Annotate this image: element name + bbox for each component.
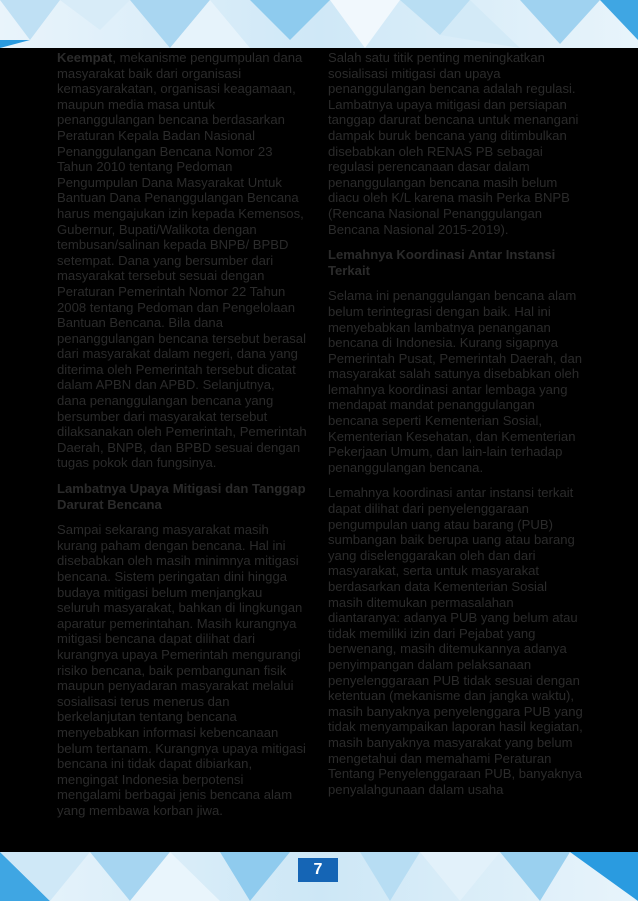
left-column <box>57 50 307 829</box>
paragraph-pub: Lemahnya koordinasi antar instansi terkait dapat dilihat dari penyelenggaraan pengumpulan uang atau barang (PUB) sumbangan baik berupa uang atau barang yang diselenggarakan oleh dan dari masyarakat, serta untuk masyarakat berdasarkan data Kementerian Sosial masih ditemukan permasalahan diantaranya: adanya PUB yang belum atau tidak memiliki izin dari Pejabat yang berwenang, masih ditemukannya adanya penyimpangan dalam pelaksanaan penyelenggaraan PUB tidak sesuai dengan ketentuan (mekanisme dan jangka waktu), masih banyaknya penyelenggara PUB yang tidak menyampaikan laporan hasil kegiatan, masih banyaknya masyarakat yang belum mengetahui dan memahami Peraturan Tentang Penyelenggaraan PUB, banyaknya penyalahgunaan dalam usaha <box>328 485 583 797</box>
top-triangle-pattern <box>0 0 638 48</box>
paragraph-regulasi: Salah satu titik penting meningkatkan sosialisasi mitigasi dan upaya penanggulangan bencana adalah regulasi. Lambatnya upaya mitigasi dan persiapan tanggap darurat bencana untuk menangani dampak buruk bencana yang ditimbulkan disebabkan oleh RENAS PB sebagai regulasi perencanaan dasar dalam penanggulangan bencana masih belum diacu oleh K/L karena masih Perka BNPB (Rencana Nasional Penanggulangan Bencana Nasional 2015-2019). <box>328 50 579 237</box>
paragraph-keempat <box>57 50 307 471</box>
paragraph-text: , mekanisme pengumpulan dana masyarakat baik dari organisasi kemasyarakatan, organisasi keagamaan, maupun media masa untuk penanggulangan bencana berdasarkan Peraturan Kepala Badan Nasional Penanggulangan Bencana Nomor 23 Tahun 2010 tentang Pedoman Pengumpulan Dana Masyarakat Untuk Bantuan Dana Penanggulangan Bencana harus mengajukan izin kepada Kemensos, Gubernur, Bupati/Walikota dengan tembusan/salinan kepada BNPB/ BPBD setempat. Dana yang bersumber dari masyarakat tersebut sesuai dengan Peraturan Pemerintah Nomor 22 Tahun 2008 tentang Pedoman dan Pengelolaan Bantuan Bencana. Bila dana penanggulangan bencana tersebut berasal dari masyarakat dalam negeri, dana yang diterima oleh Pemerintah tersebut dicatat dalam APBN dan APBD. Selanjutnya, dana penanggulangan bencana yang bersumber dari masyarakat tersebut dilaksanakan oleh Pemerintah, Pemerintah Daerah, BNPB, dan BPBD sesuai dengan tugas pokok dan fungsinya. <box>57 50 307 471</box>
top-decorative-band <box>0 0 638 48</box>
section-heading-mitigasi: Lambatnya Upaya Mitigasi dan Tanggap Darurat Bencana <box>57 481 306 512</box>
right-column <box>328 50 583 807</box>
lead-word: Keempat <box>57 50 113 65</box>
section-heading-koordinasi: Lemahnya Koordinasi Antar Instansi Terkait <box>328 247 556 278</box>
page-number: 7 <box>298 858 338 882</box>
paragraph-koordinasi: Selama ini penanggulangan bencana alam belum terintegrasi dengan baik. Hal ini menyebabkan lambatnya penanganan bencana di Indonesia. Kurang sigapnya Pemerintah Pusat, Pemerintah Daerah, dan masyarakat salah satunya disebabkan oleh lemahnya koordinasi antar lembaga yang mendapat mandat penanggulangan bencana seperti Kementerian Sosial, Kementerian Kesehatan, dan Kementerian Pekerjaan Umum, dan lain-lain terhadap penanggulangan bencana. <box>328 288 583 475</box>
paragraph-mitigasi: Sampai sekarang masyarakat masih kurang paham dengan bencana. Hal ini disebabkan oleh masih minimnya mitigasi bencana. Sistem peringatan dini hingga budaya mitigasi belum menjangkau seluruh masyarakat, bahkan di lingkungan aparatur pemerintahan. Masih kurangnya mitigasi bencana dapat dilihat dari kurangnya upaya Pemerintah mengurangi risiko bencana, baik pembangunan fisik maupun penyadaran masyarakat melalui sosialisasi terus menerus dan berkelanjutan tentang bencana menyebabkan informasi kebencanaan belum tertanam. Kurangnya upaya mitigasi bencana ini tidak dapat dibiarkan, mengingat Indonesia berpotensi mengalami berbagai jenis bencana alam yang membawa korban jiwa. <box>57 522 306 818</box>
